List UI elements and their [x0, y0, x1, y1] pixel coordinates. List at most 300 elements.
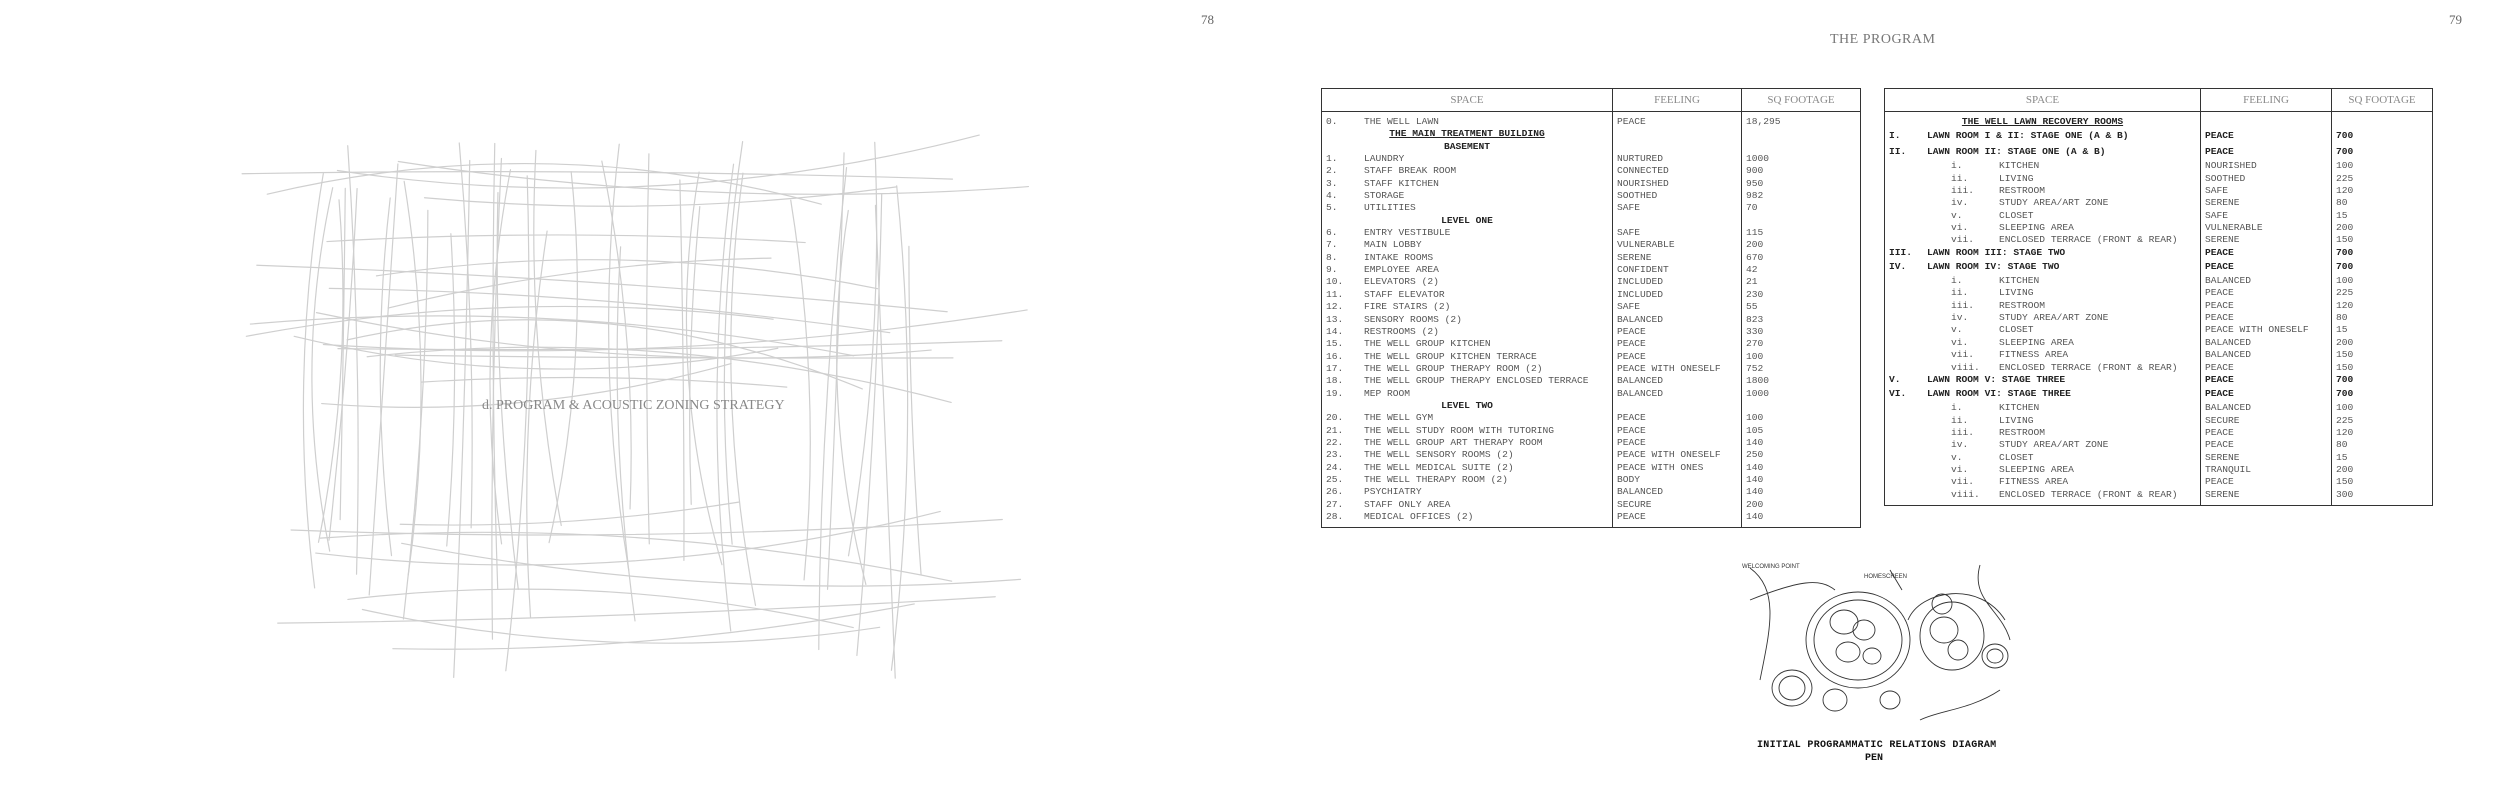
- sqft-cell: [2336, 362, 2428, 374]
- sub-number: vi.: [1951, 222, 1969, 234]
- feeling-value: INCLUDED: [1617, 276, 1664, 288]
- feeling-cell: [1617, 289, 1737, 301]
- feeling-cell: [2205, 402, 2327, 414]
- sketch-stroke: [318, 200, 342, 542]
- table-row: [1889, 362, 2196, 374]
- sqft-value: 80: [2336, 197, 2348, 209]
- feeling-value: PEACE: [2205, 388, 2234, 400]
- feeling-value: PEACE: [2205, 130, 2234, 142]
- table-row: [1326, 351, 1608, 363]
- sqft-value: 100: [2336, 275, 2354, 287]
- feeling-value: SOOTHED: [1617, 190, 1658, 202]
- sqft-cell: [1746, 239, 1856, 251]
- feeling-value: BALANCED: [1617, 387, 1664, 399]
- space-name: RESTROOM: [1999, 299, 2046, 311]
- feeling-cell: [1617, 239, 1737, 251]
- table-row: [1889, 415, 2196, 427]
- feeling-cell: [1617, 338, 1737, 350]
- feeling-cell: [1617, 388, 1737, 400]
- sqft-value: 100: [1746, 350, 1764, 362]
- feeling-cell: [2205, 185, 2327, 197]
- table-row: [1889, 476, 2196, 488]
- feeling-cell: [2205, 386, 2327, 402]
- space-name: STAFF ELEVATOR: [1364, 288, 1445, 300]
- sqft-cell: [1746, 462, 1856, 474]
- space-name: ENCLOSED TERRACE (FRONT & REAR): [1999, 234, 2178, 246]
- feeling-value: SERENE: [2205, 197, 2240, 209]
- sqft-cell: [1746, 264, 1856, 276]
- space-name: STAFF ONLY AREA: [1364, 498, 1451, 510]
- room-number: IV.: [1889, 261, 1907, 273]
- feeling-cell: [2205, 259, 2327, 275]
- svg-text:HOMESCREEN: HOMESCREEN: [1864, 574, 1908, 580]
- feeling-cell: [2205, 337, 2327, 349]
- room-number: VI.: [1889, 388, 1907, 400]
- table-row: [1326, 227, 1608, 239]
- sqft-value: 752: [1746, 362, 1764, 374]
- feeling-value: NURTURED: [1617, 153, 1664, 165]
- feeling-value: BALANCED: [2205, 336, 2252, 348]
- feeling-value: PEACE: [1617, 436, 1646, 448]
- room-number: III.: [1889, 246, 1913, 258]
- space-name: MEDICAL OFFICES (2): [1364, 511, 1474, 522]
- row-number: 13.: [1326, 313, 1344, 325]
- space-name: FITNESS AREA: [1999, 349, 2069, 361]
- feeling-value: PEACE: [2205, 476, 2234, 488]
- feeling-value: SAFE: [2205, 185, 2229, 197]
- table-row: [1326, 314, 1608, 326]
- feeling-value: PEACE WITH ONES: [1617, 461, 1704, 473]
- space-name: INTAKE ROOMS: [1364, 251, 1434, 263]
- space-column: [1322, 112, 1613, 528]
- sqft-cell: [1746, 388, 1856, 400]
- sqft-cell: [2336, 464, 2428, 476]
- space-name: THE WELL GROUP ART THERAPY ROOM: [1364, 436, 1543, 448]
- space-name: THE WELL GROUP THERAPY ROOM (2): [1364, 362, 1543, 374]
- sqft-cell: [2336, 374, 2428, 386]
- table-row: [1889, 337, 2196, 349]
- sqft-value: 120: [2336, 185, 2354, 197]
- table-row: [1326, 425, 1608, 437]
- sqft-cell: [1746, 178, 1856, 190]
- feeling-cell: [2205, 160, 2327, 172]
- feeling-cell: [1617, 165, 1737, 177]
- table-row: [1889, 312, 2196, 324]
- sqft-value: 15: [2336, 324, 2348, 336]
- feeling-value: SAFE: [1617, 227, 1641, 239]
- table-row: [1889, 287, 2196, 299]
- sketch-stroke: [454, 160, 470, 677]
- room-number: I.: [1889, 130, 1901, 142]
- feeling-cell: [2205, 415, 2327, 427]
- sqft-cell: [1746, 425, 1856, 437]
- program-table-main: [1321, 88, 1861, 528]
- sqft-cell: [2336, 144, 2428, 160]
- space-name: THE WELL STUDY ROOM WITH TUTORING: [1364, 424, 1554, 436]
- sqft-cell: [2336, 287, 2428, 299]
- feeling-cell: [2205, 464, 2327, 476]
- sqft-cell: [2336, 128, 2428, 144]
- sqft-value: 140: [1746, 436, 1764, 448]
- space-name: THE WELL GROUP KITCHEN TERRACE: [1364, 350, 1537, 362]
- feeling-value: TRANQUIL: [2205, 463, 2252, 475]
- feeling-cell: [1617, 227, 1737, 239]
- table-row: [1326, 326, 1608, 338]
- sqft-cell: [1746, 116, 1856, 128]
- sqft-cell: [2336, 324, 2428, 336]
- sqft-cell: [1746, 400, 1856, 412]
- sketch-stroke: [527, 231, 547, 617]
- feeling-value: PEACE: [2205, 312, 2234, 324]
- feeling-value: PEACE: [2205, 261, 2234, 273]
- feeling-cell: [1617, 215, 1737, 227]
- sqft-value: 100: [1746, 412, 1764, 424]
- sub-number: iii.: [1951, 299, 1975, 311]
- sketch-stroke: [312, 188, 333, 551]
- sqft-column: [1742, 112, 1861, 528]
- sketch-stroke: [337, 135, 979, 188]
- feeling-value: PEACE: [2205, 287, 2234, 299]
- table-row: [1326, 276, 1608, 288]
- row-number: 17.: [1326, 362, 1344, 374]
- sketch-stroke: [497, 193, 518, 590]
- table-row: [1326, 462, 1608, 474]
- sketch-stroke: [506, 176, 529, 671]
- sqft-value: 225: [2336, 172, 2354, 184]
- sketch-stroke: [447, 234, 455, 546]
- sketch-stroke: [393, 604, 914, 649]
- space-name: STORAGE: [1364, 190, 1405, 202]
- sqft-value: 140: [1746, 486, 1764, 498]
- column-header-sqft: SQ FOOTAGE: [2332, 89, 2433, 112]
- sqft-cell: [1746, 338, 1856, 350]
- feeling-value: SAFE: [2205, 209, 2229, 221]
- row-number: 28.: [1326, 511, 1344, 522]
- sqft-cell: [1746, 326, 1856, 338]
- space-name: LAWN ROOM IV: STAGE TWO: [1927, 261, 2060, 273]
- row-number: 4.: [1326, 190, 1338, 202]
- table-row: [1326, 202, 1608, 214]
- space-name: ENCLOSED TERRACE (FRONT & REAR): [1999, 361, 2178, 373]
- table-row: [1326, 116, 1608, 128]
- sqft-value: 150: [2336, 349, 2354, 361]
- sqft-cell: [2336, 427, 2428, 439]
- sqft-cell: [1746, 252, 1856, 264]
- row-number: 5.: [1326, 202, 1338, 214]
- sqft-cell: [1746, 190, 1856, 202]
- sqft-value: 270: [1746, 338, 1764, 350]
- sqft-value: 1800: [1746, 375, 1770, 387]
- feeling-cell: [2205, 324, 2327, 336]
- feeling-cell: [1617, 178, 1737, 190]
- feeling-value: PEACE: [1617, 350, 1646, 362]
- sqft-value: 1000: [1746, 387, 1770, 399]
- row-number: 24.: [1326, 461, 1344, 473]
- row-number: 0.: [1326, 116, 1338, 127]
- feeling-value: PEACE: [2205, 246, 2234, 258]
- table-row: [1326, 375, 1608, 387]
- sqft-cell: [1746, 449, 1856, 461]
- feeling-cell: [1617, 486, 1737, 498]
- sqft-value: 140: [1746, 511, 1764, 522]
- row-number: 6.: [1326, 227, 1338, 239]
- table-row: [1326, 437, 1608, 449]
- table-row: [1326, 363, 1608, 375]
- diagram-caption-medium: PEN: [1865, 753, 1884, 764]
- table-row: [1326, 239, 1608, 251]
- feeling-column: [2201, 112, 2332, 506]
- feeling-value: SECURE: [2205, 414, 2240, 426]
- sub-number: i.: [1951, 275, 1963, 287]
- space-name: STUDY AREA/ART ZONE: [1999, 197, 2109, 209]
- sqft-value: 982: [1746, 190, 1764, 202]
- space-name: THE WELL SENSORY ROOMS (2): [1364, 449, 1514, 461]
- sub-number: viii.: [1951, 361, 1980, 373]
- sqft-cell: [1746, 276, 1856, 288]
- row-number: 20.: [1326, 412, 1344, 424]
- row-number: 9.: [1326, 264, 1338, 276]
- background-sketch: [230, 120, 1030, 720]
- feeling-value: NOURISHED: [2205, 160, 2257, 172]
- feeling-cell: [1617, 400, 1737, 412]
- row-number: 21.: [1326, 424, 1344, 436]
- sqft-value: 140: [1746, 461, 1764, 473]
- feeling-cell: [1617, 326, 1737, 338]
- table-row: [1326, 165, 1608, 177]
- feeling-cell: [2205, 287, 2327, 299]
- sqft-cell: [1746, 412, 1856, 424]
- sqft-cell: [1746, 165, 1856, 177]
- space-name: MAIN LOBBY: [1364, 239, 1422, 251]
- space-name: PSYCHIATRY: [1364, 486, 1422, 498]
- table-row: [1889, 324, 2196, 336]
- feeling-value: VULNERABLE: [2205, 222, 2263, 234]
- sub-number: ii.: [1951, 172, 1969, 184]
- space-name: RESTROOMS (2): [1364, 325, 1439, 337]
- row-number: 3.: [1326, 177, 1338, 189]
- sqft-value: 700: [2336, 388, 2354, 400]
- sqft-value: 700: [2336, 130, 2354, 142]
- sqft-value: 225: [2336, 287, 2354, 299]
- feeling-value: SECURE: [1617, 498, 1652, 510]
- sqft-cell: [2336, 247, 2428, 259]
- table-row: [1889, 452, 2196, 464]
- sqft-value: 330: [1746, 325, 1764, 337]
- row-number: 12.: [1326, 301, 1344, 313]
- column-header-feeling: FEELING: [1613, 89, 1742, 112]
- feeling-cell: [1617, 264, 1737, 276]
- sketch-stroke: [891, 186, 907, 670]
- feeling-cell: [2205, 275, 2327, 287]
- sqft-value: 200: [2336, 222, 2354, 234]
- sqft-value: 225: [2336, 414, 2354, 426]
- sqft-cell: [2336, 234, 2428, 246]
- sqft-value: 42: [1746, 264, 1758, 276]
- sqft-value: 115: [1746, 227, 1764, 239]
- feeling-cell: [2205, 210, 2327, 222]
- sqft-value: 105: [1746, 424, 1764, 436]
- row-number: 19.: [1326, 387, 1344, 399]
- feeling-cell: [2205, 349, 2327, 361]
- space-name: LIVING: [1999, 172, 2034, 184]
- sqft-cell: [1746, 227, 1856, 239]
- row-number: 11.: [1326, 288, 1344, 300]
- sub-number: v.: [1951, 324, 1963, 336]
- space-name: FITNESS AREA: [1999, 476, 2069, 488]
- table-row: [1889, 234, 2196, 246]
- sub-number: vi.: [1951, 336, 1969, 348]
- sketch-stroke: [828, 153, 845, 590]
- sqft-value: 100: [2336, 402, 2354, 414]
- sqft-value: 140: [1746, 473, 1764, 485]
- sqft-value: 21: [1746, 276, 1758, 288]
- feeling-value: PEACE: [1617, 424, 1646, 436]
- feeling-value: BALANCED: [1617, 313, 1664, 325]
- space-name: THE WELL LAWN: [1364, 116, 1439, 127]
- feeling-value: SAFE: [1617, 202, 1641, 214]
- sqft-cell: [1746, 511, 1856, 523]
- feeling-cell: [1617, 116, 1737, 128]
- table-row: [1889, 464, 2196, 476]
- table-row: [1326, 400, 1608, 412]
- sqft-value: 823: [1746, 313, 1764, 325]
- table-row: [1889, 439, 2196, 451]
- feeling-cell: [2205, 427, 2327, 439]
- sub-number: vii.: [1951, 234, 1975, 246]
- feeling-value: BALANCED: [2205, 402, 2252, 414]
- table-row: [1889, 402, 2196, 414]
- sqft-value: 700: [2336, 261, 2354, 273]
- feeling-cell: [2205, 300, 2327, 312]
- feeling-value: SERENE: [2205, 234, 2240, 246]
- table-row: [1326, 153, 1608, 165]
- sqft-cell: [1746, 128, 1856, 140]
- sub-number: v.: [1951, 209, 1963, 221]
- table-row: [1889, 300, 2196, 312]
- sketch-stroke: [294, 336, 778, 369]
- page-number-right: 79: [2449, 12, 2462, 27]
- row-number: 1.: [1326, 153, 1338, 165]
- space-name: KITCHEN: [1999, 275, 2040, 287]
- feeling-value: PEACE WITH ONESELF: [2205, 324, 2309, 336]
- feeling-cell: [2205, 439, 2327, 451]
- sub-number: v.: [1951, 451, 1963, 463]
- sqft-cell: [1746, 437, 1856, 449]
- sqft-value: 200: [1746, 239, 1764, 251]
- table-row: [1326, 128, 1608, 140]
- sqft-value: 300: [2336, 488, 2354, 500]
- feeling-value: NOURISHED: [1617, 177, 1669, 189]
- space-name: RESTROOM: [1999, 185, 2046, 197]
- sqft-value: 200: [2336, 336, 2354, 348]
- table-row: [1326, 190, 1608, 202]
- feeling-value: SERENE: [2205, 451, 2240, 463]
- group-heading: LEVEL ONE: [1441, 214, 1493, 226]
- sketch-stroke: [534, 150, 561, 525]
- feeling-value: PEACE: [2205, 299, 2234, 311]
- space-name: LAWN ROOM II: STAGE ONE (A & B): [1927, 146, 2106, 158]
- row-number: 18.: [1326, 375, 1344, 387]
- space-name: THE WELL GROUP THERAPY ENCLOSED TERRACE: [1364, 375, 1589, 387]
- feeling-value: PEACE: [1617, 412, 1646, 424]
- table-row: [1326, 412, 1608, 424]
- space-name: LAWN ROOM V: STAGE THREE: [1927, 373, 2066, 385]
- diagram-caption: INITIAL PROGRAMMATIC RELATIONS DIAGRAM: [1757, 740, 1997, 751]
- sqft-cell: [1746, 486, 1856, 498]
- row-number: 8.: [1326, 251, 1338, 263]
- feeling-cell: [1617, 314, 1737, 326]
- space-name: LIVING: [1999, 414, 2034, 426]
- sub-number: viii.: [1951, 488, 1980, 500]
- feeling-cell: [2205, 173, 2327, 185]
- sketch-stroke: [246, 306, 773, 336]
- feeling-cell: [1617, 363, 1737, 375]
- sqft-cell: [1746, 314, 1856, 326]
- table-row: [1326, 511, 1608, 523]
- sqft-value: 1000: [1746, 153, 1770, 165]
- feeling-cell: [1617, 449, 1737, 461]
- space-name: STAFF BREAK ROOM: [1364, 165, 1457, 177]
- row-number: 15.: [1326, 338, 1344, 350]
- sqft-cell: [2336, 210, 2428, 222]
- row-number: 23.: [1326, 449, 1344, 461]
- table-row: [1889, 222, 2196, 234]
- table-row: [1889, 489, 2196, 501]
- space-name: FIRE STAIRS (2): [1364, 301, 1451, 313]
- sqft-cell: [2336, 222, 2428, 234]
- feeling-value: PEACE: [2205, 373, 2234, 385]
- table-row: [1889, 259, 2196, 275]
- space-name: LAWN ROOM I & II: STAGE ONE (A & B): [1927, 130, 2129, 142]
- feeling-cell: [2205, 234, 2327, 246]
- sqft-cell: [2336, 439, 2428, 451]
- column-header-sqft: SQ FOOTAGE: [1742, 89, 1861, 112]
- sub-number: iii.: [1951, 426, 1975, 438]
- sqft-value: 150: [2336, 234, 2354, 246]
- feeling-cell: [2205, 489, 2327, 501]
- space-name: CLOSET: [1999, 451, 2034, 463]
- feeling-cell: [2205, 144, 2327, 160]
- sqft-value: 15: [2336, 451, 2348, 463]
- sqft-value: 200: [1746, 498, 1764, 510]
- space-name: CLOSET: [1999, 209, 2034, 221]
- sqft-value: 55: [1746, 301, 1758, 313]
- feeling-cell: [1617, 412, 1737, 424]
- column-header-feeling: FEELING: [2201, 89, 2332, 112]
- table-row: [1889, 275, 2196, 287]
- space-name: LAUNDRY: [1364, 153, 1405, 165]
- feeling-cell: [2205, 197, 2327, 209]
- table-row: [1326, 388, 1608, 400]
- sketch-stroke: [316, 511, 940, 565]
- space-name: LAWN ROOM III: STAGE TWO: [1927, 246, 2066, 258]
- sub-number: iii.: [1951, 185, 1975, 197]
- table-row: [1326, 338, 1608, 350]
- sketch-stroke: [338, 341, 1002, 350]
- sqft-value: 120: [2336, 299, 2354, 311]
- sketch-stroke: [875, 205, 895, 678]
- space-name: SLEEPING AREA: [1999, 222, 2074, 234]
- table-row: [1326, 449, 1608, 461]
- table-row: [1889, 386, 2196, 402]
- table-row: [1889, 128, 2196, 144]
- feeling-cell: [1617, 511, 1737, 523]
- room-number: II.: [1889, 146, 1907, 158]
- feeling-value: INCLUDED: [1617, 288, 1664, 300]
- row-number: 10.: [1326, 276, 1344, 288]
- table-row: [1889, 116, 2196, 128]
- sketch-stroke: [380, 198, 391, 556]
